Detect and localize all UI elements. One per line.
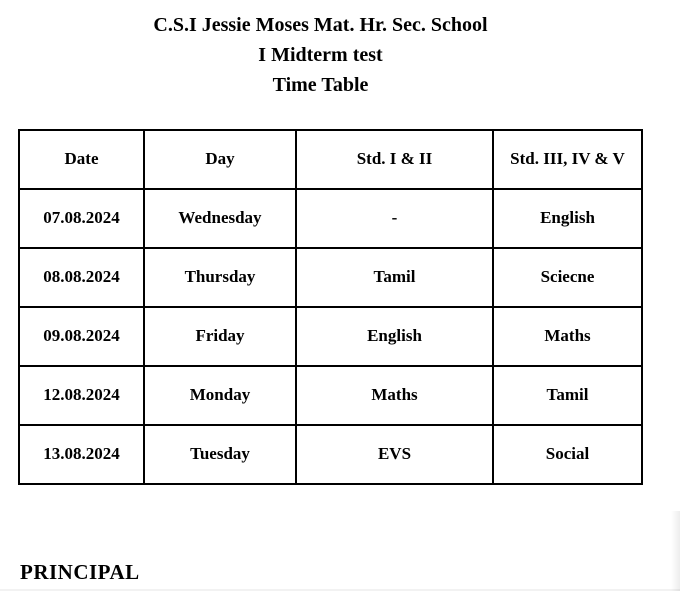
timetable-cell: English (296, 307, 493, 366)
timetable-cell: Maths (296, 366, 493, 425)
timetable-cell: 13.08.2024 (19, 425, 144, 484)
school-name: C.S.I Jessie Moses Mat. Hr. Sec. School (153, 14, 488, 36)
timetable-cell: Friday (144, 307, 296, 366)
timetable-body (19, 189, 642, 484)
timetable-cell: Sciecne (493, 248, 642, 307)
timetable-cell: Social (493, 425, 642, 484)
document-title-block (0, 10, 641, 100)
timetable-cell: English (493, 189, 642, 248)
timetable-cell: 07.08.2024 (19, 189, 144, 248)
page-title: Time Table (272, 74, 369, 96)
column-header: Std. I & II (296, 130, 493, 189)
page-edge-shadow-right (671, 511, 680, 591)
table-row (19, 425, 642, 484)
timetable-cell: Monday (144, 366, 296, 425)
table-row (19, 189, 642, 248)
column-header: Date (19, 130, 144, 189)
principal-signature-label: PRINCIPAL (20, 560, 140, 584)
timetable (18, 129, 643, 485)
timetable-cell: Wednesday (144, 189, 296, 248)
timetable-cell: Tamil (296, 248, 493, 307)
table-row (19, 248, 642, 307)
table-row (19, 366, 642, 425)
table-header-row (19, 130, 642, 189)
column-header: Std. III, IV & V (493, 130, 642, 189)
column-header: Day (144, 130, 296, 189)
timetable-cell: Tamil (493, 366, 642, 425)
timetable-cell: 12.08.2024 (19, 366, 144, 425)
timetable-cell: - (296, 189, 493, 248)
timetable-cell: Maths (493, 307, 642, 366)
timetable-cell: Thursday (144, 248, 296, 307)
timetable-cell: EVS (296, 425, 493, 484)
table-row (19, 307, 642, 366)
timetable-cell: 08.08.2024 (19, 248, 144, 307)
timetable-cell: 09.08.2024 (19, 307, 144, 366)
exam-name: I Midterm test (258, 44, 383, 66)
timetable-cell: Tuesday (144, 425, 296, 484)
